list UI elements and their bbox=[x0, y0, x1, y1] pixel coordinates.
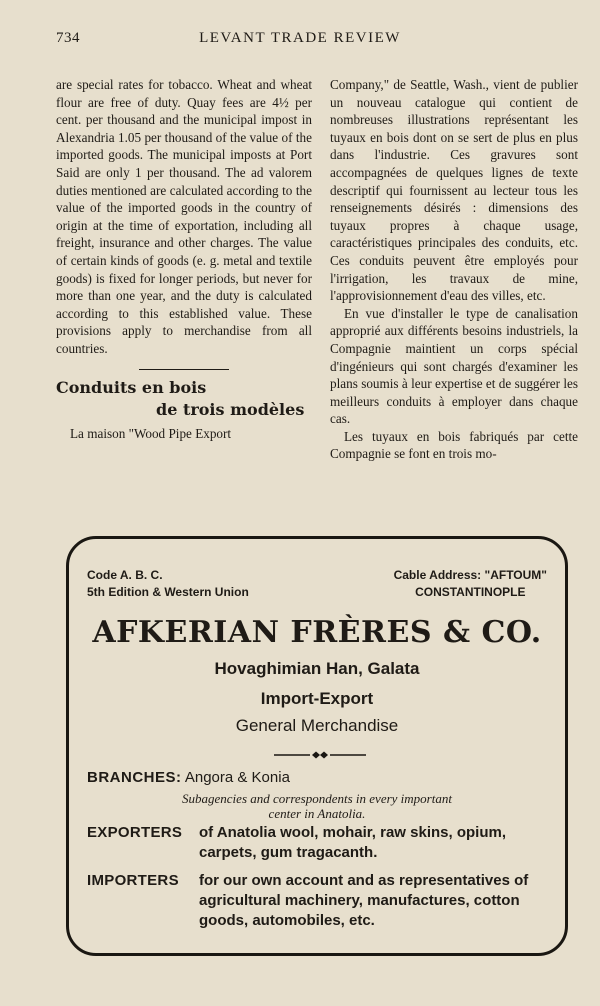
subagencies-note bbox=[69, 791, 565, 821]
cable-line-2: CONSTANTINOPLE bbox=[415, 585, 526, 599]
cable-line-1: Cable Address: "AFTOUM" bbox=[393, 568, 547, 582]
exporters-text: of Anatolia wool, mohair, raw skins, opium, carpets, gum tragacanth. bbox=[199, 824, 506, 861]
section-divider bbox=[139, 369, 229, 370]
code-line-2: 5th Edition & Western Union bbox=[87, 585, 249, 599]
importers-row bbox=[87, 871, 551, 931]
article-paragraph-3: Les tuyaux en bois fabriqués par cette Compagnie se font en trois mo- bbox=[330, 428, 578, 462]
merchandise-type: General Merchandise bbox=[235, 716, 399, 735]
branches-line bbox=[87, 769, 290, 786]
left-column bbox=[56, 76, 312, 442]
article-paragraph-2: En vue d'installer le type de canalisation approprié aux différents besoins industriels, la Compagnie maintient un corps spécial d'ingénieurs qui sont chargés d'examiner les plans soumis à leur expertise et de suggérer les meilleurs conduits à employer dans chaque cas. bbox=[330, 305, 578, 427]
article-paragraph-1: Company," de Seattle, Wash., vient de publier un nouveau catalogue qui contient de nombreuses illustrations représentant les tuyaux en bois dont on se sert de plus en plus dans l'industrie. Ces gravures sont accompagnées de quelques lignes de texte descriptif qui fournissent au lecteur tous les renseignements désirés : dimensions des tuyaux propres à chaque usage, caractéristiques principales des conduits, etc. Ces conduits peuvent être employés pour l'irrigation, les travaux de mine, l'approvisionnement d'eau des villes, etc. bbox=[330, 77, 578, 304]
article-opening: La maison "Wood Pipe Export bbox=[70, 425, 232, 441]
subagencies-line-2: center in Anatolia. bbox=[268, 806, 366, 821]
telegraph-codes bbox=[87, 567, 249, 601]
subagencies-line-1: Subagencies and correspondents in every important bbox=[182, 791, 452, 806]
afkerian-advertisement bbox=[66, 536, 568, 956]
importers-label: IMPORTERS bbox=[87, 872, 179, 889]
exporters-label: EXPORTERS bbox=[87, 824, 183, 841]
tariff-paragraph: are special rates for tobacco. Wheat and wheat flour are free of duty. Quay fees are 4½ per cent. per thousand and the municipal impost in Alexandria 1.05 per thousand of the value of the imported goods. The municipal imposts at Port Said are only 1 per thousand. The ad valorem duties mentioned are calculated according to the value of the imported goods in the country of origin at the time of exportation, including all freight, insurance and other charges. The value of certain kinds of goods (e. g. metal and textile goods) is fixed for longer periods, but never for more than one year, and the duty is calculated according to this established value. These provisions apply to merchandise from all countries. bbox=[56, 77, 312, 356]
branches-text: Angora & Konia bbox=[184, 769, 290, 786]
running-head: LEVANT TRADE REVIEW bbox=[199, 30, 401, 46]
branches-label: BRANCHES: bbox=[87, 769, 182, 786]
ornament-divider-icon bbox=[274, 751, 366, 759]
code-line-1: Code A. B. C. bbox=[87, 568, 163, 582]
page-number: 734 bbox=[56, 30, 80, 46]
cable-address bbox=[394, 567, 547, 601]
trade-type: Import-Export bbox=[260, 689, 374, 708]
article-heading-line1: Conduits en bois bbox=[56, 377, 207, 397]
exporters-row bbox=[87, 823, 551, 863]
company-name: AFKERIAN FRÈRES & CO. bbox=[92, 615, 542, 650]
right-column bbox=[330, 76, 578, 463]
importers-text: for our own account and as representatives of agricultural machinery, manufactures, cotton goods, automobiles, etc. bbox=[199, 872, 529, 929]
article-heading-line2: de trois modèles bbox=[156, 399, 305, 419]
company-address: Hovaghimian Han, Galata bbox=[214, 659, 420, 678]
